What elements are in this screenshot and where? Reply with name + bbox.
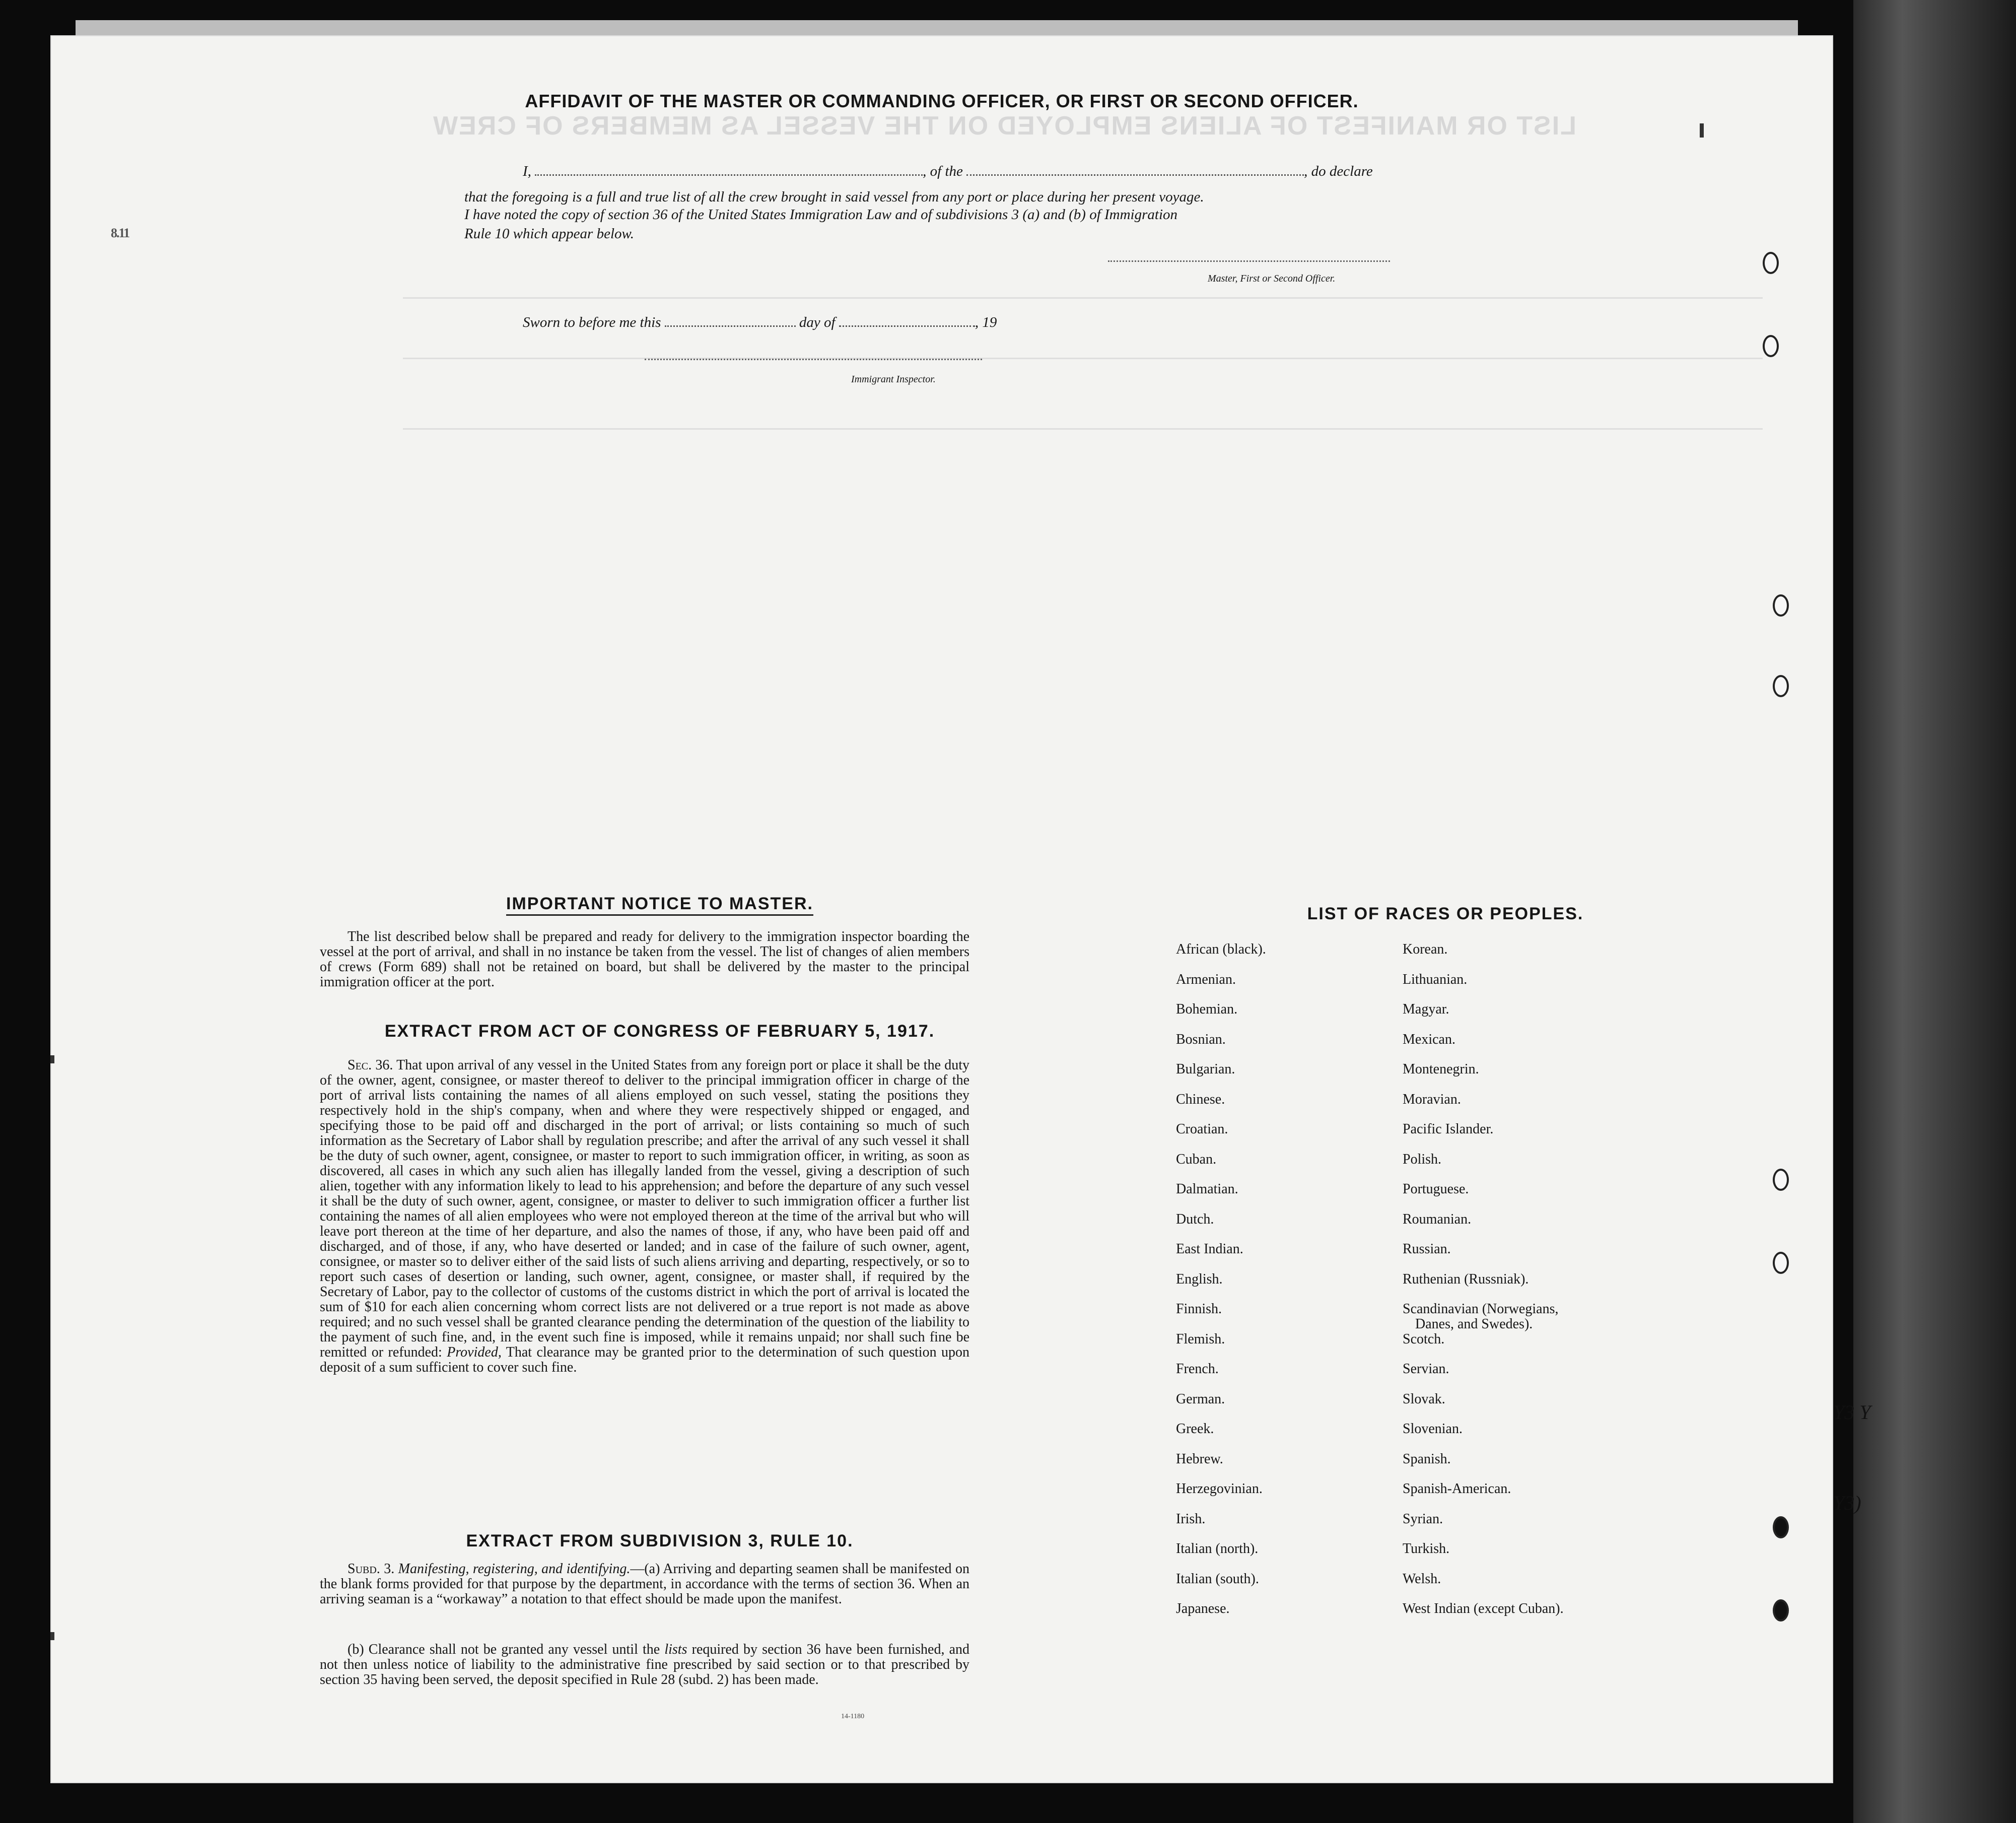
rule-extract-title: EXTRACT FROM SUBDIVISION 3, RULE 10. [466, 1531, 854, 1550]
race-item: French. [1176, 1361, 1219, 1377]
race-item: Lithuanian. [1403, 971, 1468, 987]
race-item: Russian. [1403, 1241, 1451, 1257]
subd-label: Subd. 3. [347, 1561, 395, 1577]
race-item: Cuban. [1176, 1151, 1217, 1167]
vessel-blank[interactable] [966, 161, 1304, 176]
race-item: Bosnian. [1176, 1031, 1226, 1047]
handwritten-note: Y3) [1833, 1492, 1861, 1514]
race-item: Portuguese. [1403, 1181, 1469, 1197]
races-title: LIST OF RACES OR PEOPLES. [1307, 904, 1584, 923]
race-item: Flemish. [1176, 1331, 1225, 1347]
sworn-month-blank[interactable] [839, 312, 975, 327]
race-item: Mexican. [1403, 1031, 1455, 1047]
race-item: Montenegrin. [1403, 1061, 1479, 1077]
sworn-day-of: day of [799, 314, 836, 330]
race-item: Pacific Islander. [1403, 1121, 1494, 1137]
act-provided: Provided, [447, 1344, 502, 1360]
race-item: Greek. [1176, 1421, 1214, 1437]
sworn-year: , 19 [975, 314, 997, 330]
margin-mark [50, 1632, 54, 1640]
race-item: Chinese. [1176, 1091, 1225, 1107]
inspector-signature-line[interactable] [645, 358, 982, 360]
subd-para-b-lists: lists [664, 1642, 687, 1657]
sworn-day-blank[interactable] [665, 312, 796, 327]
rule-para-b [320, 1642, 969, 1687]
sworn-line [523, 312, 997, 331]
name-blank[interactable] [535, 161, 923, 176]
punch-hole-icon [1763, 252, 1779, 274]
stamp-mark: 8.11 [111, 226, 129, 240]
subd-para-b-end: required by section 36 have been furnished, and not then unless notice of liability to the administrative fine prescribed by said section or to that prescribed by section 35 having been served, the deposit specified in Rule 28 (subd. 2) has been made. [320, 1642, 970, 1687]
rule-para-a [320, 1562, 969, 1607]
punch-hole-icon [1773, 594, 1789, 617]
race-item: Dalmatian. [1176, 1181, 1238, 1197]
affidavit-line-1 [523, 161, 1373, 180]
affidavit-declare: , do declare [1304, 163, 1373, 179]
handwritten-note: Y3 Y [1833, 1401, 1871, 1424]
race-item: West Indian (except Cuban). [1403, 1601, 1564, 1616]
punch-hole-icon [1773, 1252, 1789, 1274]
subd-para-b-start: (b) Clearance shall not be granted any vessel until the [347, 1642, 660, 1657]
race-item: Scandinavian (Norwegians, [1403, 1301, 1559, 1317]
bleed-through-rule [403, 358, 1763, 359]
affidavit-line-4: Rule 10 which appear below. [464, 226, 634, 242]
affidavit-line-2: that the foregoing is a full and true list of all the crew brought in said vessel from any port or place during her present voyage. [464, 189, 1204, 205]
inspector-label: Immigrant Inspector. [851, 374, 936, 385]
background-edge [1853, 0, 2016, 1823]
race-item: Magyar. [1403, 1001, 1449, 1017]
race-item: Danes, and Swedes). [1415, 1316, 1533, 1332]
race-item: Croatian. [1176, 1121, 1228, 1137]
race-item: Irish. [1176, 1511, 1206, 1527]
margin-mark [50, 1055, 54, 1063]
officer-label: Master, First or Second Officer. [1208, 273, 1336, 284]
sworn-prefix: Sworn to before me this [523, 314, 661, 330]
race-item: Dutch. [1176, 1211, 1214, 1227]
officer-signature-line[interactable] [1108, 259, 1390, 262]
act-text-start: That upon arrival of any vessel in the United States from any foreign port or place it shall be the duty of the owner, agent, consignee, or master thereof to deliver to the principal immigration officer in charge of the port of arrival lists containing the names of all aliens employed on such vessel, stating the positions they respectively hold in the ship's company, when and where they were respectively shipped or engaged, and specifying those to be paid off and discharged in the port of arrival; or lists containing so much of such information as the Secretary of Labor shall by regulation prescribe; and after the arrival of any such vessel it shall be the duty of such owner, agent, consignee, or master to report to such immigration officer, in writing, as soon as discovered, all cases in which any such alien has illegally landed from the vessel, giving a description of such alien, together with any information likely to lead to his apprehension; and before the departure of any such vessel it shall be the duty of such owner, agent, consignee, or master to deliver to such immigration officer a further list containing the names of all alien employees who were not employed thereon at the time of the arrival but who will leave port thereon at the time of her departure, and also the names of those, if any, who have been paid off and discharged, and of those, if any, who have deserted or landed; and in case of the failure of such owner, agent, consignee, or master so to deliver either of the said lists of such aliens arriving and departing, respectively, or so to report such cases of desertion or landing, such owner, agent, consignee, or master shall, if required by the Secretary of Labor, pay to the collector of customs of the customs district in which the port of arrival is located the sum of $10 for each alien concerning whom correct lists are not delivered or a true report is not made as above required; and no such vessel shall be granted clearance pending the determination of the question of the liability to the payment of such fine, and, in the event such fine is imposed, while it remains unpaid; nor shall such fine be remitted or refunded: [320, 1057, 969, 1360]
race-item: Servian. [1403, 1361, 1449, 1377]
race-item: Japanese. [1176, 1601, 1230, 1616]
race-item: East Indian. [1176, 1241, 1243, 1257]
affidavit-prefix: I, [523, 163, 531, 179]
race-item: Polish. [1403, 1151, 1442, 1167]
race-item: Turkish. [1403, 1541, 1450, 1557]
race-item: Italian (north). [1176, 1541, 1259, 1557]
punch-hole-icon [1773, 675, 1789, 697]
race-item: English. [1176, 1271, 1223, 1287]
notice-text: The list described below shall be prepared and ready for delivery to the immigration inspector boarding the vessel at the port of arrival, and shall in no instance be taken from the vessel. The list of changes of alien members of crews (Form 689) shall not be retained on board, but shall be delivered by the master to the principal immigration officer at the port. [320, 929, 969, 990]
race-item: African (black). [1176, 941, 1266, 957]
affidavit-line-3: I have noted the copy of section 36 of the United States Immigration Law and of subdivisions 3 (a) and (b) of Immigration [464, 207, 1178, 223]
notice-title [317, 894, 1002, 914]
race-item: Roumanian. [1403, 1211, 1472, 1227]
race-item: Spanish. [1403, 1451, 1451, 1467]
affidavit-of-the: , of the [923, 163, 963, 179]
document-page [50, 35, 1833, 1783]
race-item: Scotch. [1403, 1331, 1445, 1347]
race-item: Slovak. [1403, 1391, 1445, 1407]
race-item: Welsh. [1403, 1571, 1441, 1587]
bleed-through-rule [403, 297, 1763, 299]
subd-heading: Manifesting, registering, and identifying. [398, 1561, 631, 1577]
margin-mark [1700, 123, 1704, 138]
punch-hole-icon [1773, 1599, 1789, 1622]
race-item: Ruthenian (Russniak). [1403, 1271, 1529, 1287]
race-item: Herzegovinian. [1176, 1481, 1263, 1497]
race-item: Hebrew. [1176, 1451, 1223, 1467]
bleed-through-title: LIST OR MANIFEST OF ALIENS EMPLOYED ON THE VESSEL AS MEMBERS OF CREW [432, 111, 1576, 141]
race-item: Italian (south). [1176, 1571, 1259, 1587]
bleed-through-rule [403, 428, 1763, 430]
subd-para-a: —(a) Arriving and departing seamen shall be manifested on the blank forms provided for that purpose by the department, in accordance with the terms of section 36. When an arriving seaman is a “workaway” a notation to that effect should be made upon the manifest. [320, 1561, 969, 1607]
race-item: Syrian. [1403, 1511, 1443, 1527]
race-item: Bohemian. [1176, 1001, 1238, 1017]
race-item: Finnish. [1176, 1301, 1222, 1317]
act-text-end: That clearance may be granted prior to the determination of such question upon deposit of a sum sufficient to cover such fine. [320, 1344, 970, 1375]
race-item: Moravian. [1403, 1091, 1461, 1107]
race-item: Korean. [1403, 941, 1448, 957]
act-extract-text [320, 1058, 969, 1375]
race-item: Bulgarian. [1176, 1061, 1235, 1077]
punch-hole-icon [1763, 335, 1779, 357]
notice-title-text: IMPORTANT NOTICE TO MASTER. [506, 894, 813, 916]
affidavit-title: AFFIDAVIT OF THE MASTER OR COMMANDING OFFICER, OR FIRST OR SECOND OFFICER. [525, 91, 1359, 111]
punch-hole-icon [1773, 1516, 1789, 1538]
race-item: Spanish-American. [1403, 1481, 1511, 1497]
race-item: German. [1176, 1391, 1225, 1407]
act-extract-title: EXTRACT FROM ACT OF CONGRESS OF FEBRUARY 5, 1917. [384, 1022, 935, 1041]
race-item: Slovenian. [1403, 1421, 1463, 1437]
race-item: Armenian. [1176, 971, 1236, 987]
section-label: Sec. 36. [347, 1057, 393, 1073]
form-number: 14-1180 [841, 1713, 865, 1720]
punch-hole-icon [1773, 1169, 1789, 1191]
